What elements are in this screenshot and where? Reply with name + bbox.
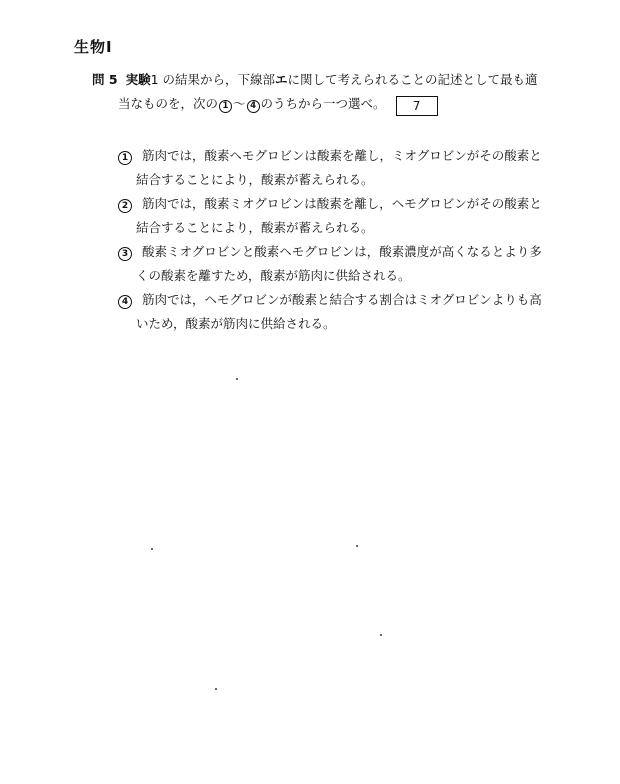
choice-line-2: 結合することにより，酸素が蓄えられる。 bbox=[136, 172, 374, 187]
choice-3[interactable] bbox=[118, 240, 548, 288]
choice-line-1 bbox=[118, 288, 548, 312]
question-text-2b: のうちから一つ選べ。 bbox=[260, 96, 386, 111]
question-number: 問 5 bbox=[92, 72, 118, 87]
underline-label: エ bbox=[275, 72, 288, 87]
question-block bbox=[92, 68, 562, 116]
question-line-2 bbox=[92, 92, 562, 116]
choice-text-1: 筋肉では，酸素ヘモグロビンは酸素を離し，ミオグロビンがその酸素と bbox=[142, 148, 542, 163]
choice-2[interactable] bbox=[118, 192, 548, 240]
choice-line-1 bbox=[118, 144, 548, 168]
range-end-marker: 4 bbox=[247, 100, 260, 113]
scan-speck bbox=[356, 545, 358, 547]
choice-line-1 bbox=[118, 192, 548, 216]
answer-box[interactable]: 7 bbox=[396, 96, 438, 116]
choice-1[interactable] bbox=[118, 144, 548, 192]
scan-speck bbox=[151, 548, 153, 550]
choice-marker: 1 bbox=[118, 151, 132, 165]
choice-list bbox=[118, 144, 548, 336]
choice-line-2: 結合することにより，酸素が蓄えられる。 bbox=[136, 220, 374, 235]
choice-4[interactable] bbox=[118, 288, 548, 336]
range-start-marker: 1 bbox=[219, 100, 232, 113]
scan-speck bbox=[380, 634, 382, 636]
question-text-1a: 1 の結果から，下線部 bbox=[150, 72, 276, 87]
page-header-subject: 生物Ⅰ bbox=[74, 38, 113, 56]
choice-text-1: 筋肉では，酸素ミオグロビンは酸素を離し，ヘモグロビンがその酸素と bbox=[142, 196, 542, 211]
choice-marker: 4 bbox=[118, 295, 132, 309]
scan-speck bbox=[215, 688, 217, 690]
choice-marker: 2 bbox=[118, 199, 132, 213]
question-line-1 bbox=[92, 68, 562, 92]
choice-text-1: 酸素ミオグロビンと酸素ヘモグロビンは，酸素濃度が高くなるとより多 bbox=[142, 244, 542, 259]
choice-line-1 bbox=[118, 240, 548, 264]
question-text-1b: に関して考えられることの記述として最も適 bbox=[287, 72, 538, 87]
choice-line-2: いため，酸素が筋肉に供給される。 bbox=[136, 316, 336, 331]
choice-line-2: くの酸素を離すため，酸素が筋肉に供給される。 bbox=[136, 268, 411, 283]
question-text-2a: 当なものを，次の bbox=[118, 96, 219, 111]
choice-text-1: 筋肉では，ヘモグロビンが酸素と結合する割合はミオグロビンよりも高 bbox=[142, 292, 542, 307]
scan-speck bbox=[236, 378, 238, 380]
experiment-label: 実験 bbox=[125, 72, 151, 87]
range-separator: 〜 bbox=[233, 96, 246, 111]
choice-marker: 3 bbox=[118, 247, 132, 261]
